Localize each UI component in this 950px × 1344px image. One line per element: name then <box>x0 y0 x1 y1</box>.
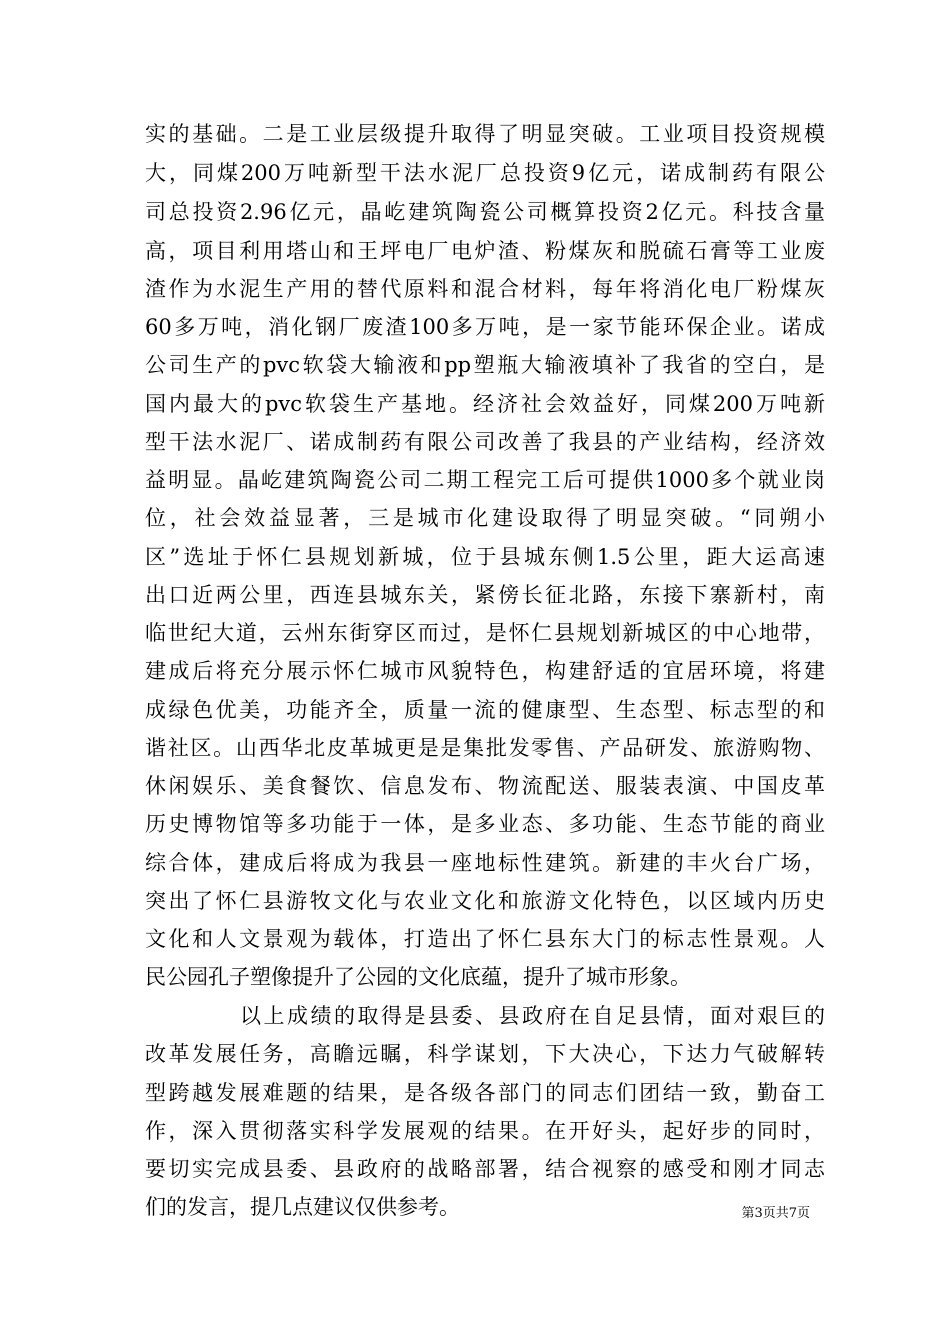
text-line: 型干法水泥厂、诺成制药有限公司改善了我县的产业结构，经济效 <box>145 430 825 454</box>
text-line: 型跨越发展难题的结果，是各级各部门的同志们团结一致，勤奋工 <box>145 1081 825 1105</box>
text-line: 作，深入贯彻落实科学发展观的结果。在开好头，起好步的同时， <box>145 1119 825 1143</box>
text-line: 实的基础。二是工业层级提升取得了明显突破。工业项目投资规模 <box>145 122 825 146</box>
text-line: 临世纪大道，云州东街穿区而过，是怀仁县规划新城区的中心地带， <box>145 621 825 645</box>
text-line: 渣作为水泥生产用的替代原料和混合材料，每年将消化电厂粉煤灰 <box>145 277 825 301</box>
text-line: 区”选址于怀仁县规划新城，位于县城东侧1.5公里，距大运高速 <box>145 545 825 569</box>
text-line: 高，项目利用塔山和王坪电厂电炉渣、粉煤灰和脱硫石膏等工业废 <box>145 239 825 263</box>
text-line: 历史博物馆等多功能于一体，是多业态、多功能、生态节能的商业 <box>145 812 825 836</box>
text-line: 公司生产的pvc软袋大输液和pp塑瓶大输液填补了我省的空白，是 <box>145 353 825 377</box>
text-line: 谐社区。山西华北皮革城更是是集批发零售、产品研发、旅游购物、 <box>145 736 825 760</box>
text-line: 文化和人文景观为载体，打造出了怀仁县东大门的标志性景观。人 <box>145 927 825 951</box>
text-line: 要切实完成县委、县政府的战略部署，结合视察的感受和刚才同志 <box>145 1157 825 1181</box>
text-line: 司总投资2.96亿元，晶屹建筑陶瓷公司概算投资2亿元。科技含量 <box>145 200 825 224</box>
text-line: 建成后将充分展示怀仁城市风貌特色，构建舒适的宜居环境，将建 <box>145 659 825 683</box>
text-line: 国内最大的pvc软袋生产基地。经济社会效益好，同煤200万吨新 <box>145 392 825 416</box>
text-line: 60多万吨，消化钢厂废渣100多万吨，是一家节能环保企业。诺成 <box>145 315 825 339</box>
text-line: 休闲娱乐、美食餐饮、信息发布、物流配送、服装表演、中国皮革 <box>145 774 825 798</box>
text-line: 改革发展任务，高瞻远瞩，科学谋划，下大决心，下达力气破解转 <box>145 1042 825 1066</box>
text-line: 益明显。晶屹建筑陶瓷公司二期工程完工后可提供1000多个就业岗 <box>145 468 825 492</box>
text-line: 成绿色优美，功能齐全，质量一流的健康型、生态型、标志型的和 <box>145 698 825 722</box>
page-number-footer: 第3页共7页 <box>741 1206 810 1221</box>
paragraph-first-line: 以上成绩的取得是县委、县政府在自足县情，面对艰巨的 <box>240 1004 825 1028</box>
text-line: 大，同煤200万吨新型干法水泥厂总投资9亿元，诺成制药有限公 <box>145 161 825 185</box>
text-line: 们的发言，提几点建议仅供参考。 <box>145 1195 460 1219</box>
text-line: 突出了怀仁县游牧文化与农业文化和旅游文化特色，以区域内历史 <box>145 889 825 913</box>
text-line: 综合体，建成后将成为我县一座地标性建筑。新建的丰火台广场， <box>145 851 825 875</box>
text-line: 出口近两公里，西连县城东关，紧傍长征北路，东接下寨新村，南 <box>145 583 825 607</box>
text-line: 位，社会效益显著，三是城市化建设取得了明显突破。“同朔小 <box>145 506 825 530</box>
text-line: 民公园孔子塑像提升了公园的文化底蕴，提升了城市形象。 <box>145 965 691 989</box>
